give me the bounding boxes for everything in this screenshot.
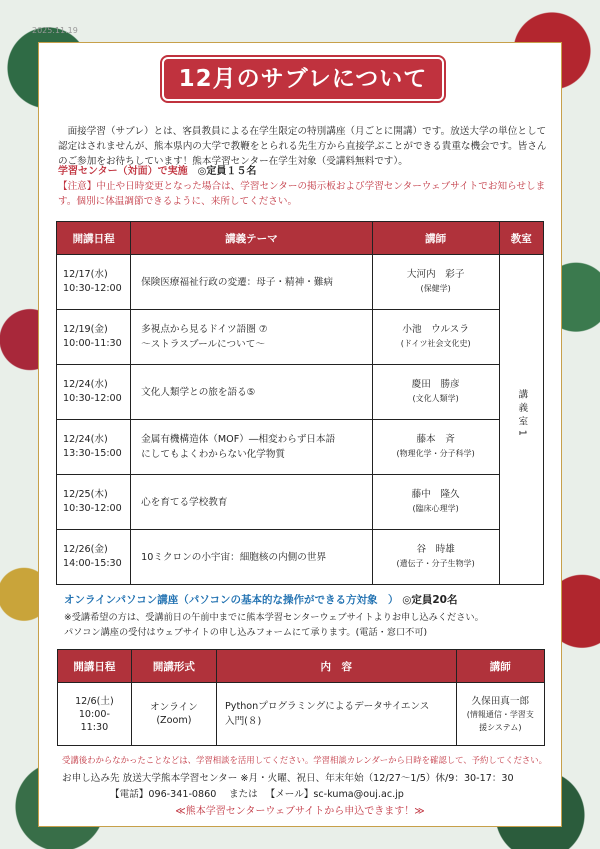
date-stamp: 2025.11.19 bbox=[32, 26, 78, 35]
lecture-theme: 10ミクロンの小宇宙：細胞核の内側の世界 bbox=[131, 530, 373, 585]
table-row bbox=[57, 365, 544, 420]
lecture-teacher: 藤本 斉 (物理化学・分子科学) bbox=[372, 420, 499, 475]
header-theme: 講義テーマ bbox=[131, 222, 373, 255]
table-row bbox=[57, 420, 544, 475]
lecture-theme: 保険医療福祉行政の変遷：母子・精神・難病 bbox=[131, 255, 373, 310]
online-content: Pythonプログラミングによるデータサイエンス 入門(８) bbox=[217, 683, 457, 746]
venue-capacity: ◎定員１５名 bbox=[197, 166, 257, 177]
header-teacher: 講師 bbox=[456, 650, 544, 683]
table-row bbox=[57, 255, 544, 310]
lecture-theme: 金属有機構造体（MOF）―相変わらず日本語 にしてもよくわからない化学物質 bbox=[131, 420, 373, 475]
table-row bbox=[58, 683, 545, 746]
lecture-room: 講義室1 bbox=[499, 255, 543, 585]
venue-line bbox=[58, 162, 256, 177]
website-note: ≪熊本学習センターウェブサイトから申込できます！≫ bbox=[175, 806, 425, 817]
lecture-date: 12/24(水) 10:30-12:00 bbox=[57, 365, 131, 420]
lecture-theme: 心を育てる学校教育 bbox=[131, 475, 373, 530]
lecture-date: 12/17(水) 10:30-12:00 bbox=[57, 255, 131, 310]
header-room: 教室 bbox=[499, 222, 543, 255]
lecture-date: 12/26(金) 14:00-15:30 bbox=[57, 530, 131, 585]
lecture-date: 12/25(木) 10:30-12:00 bbox=[57, 475, 131, 530]
table-row bbox=[57, 310, 544, 365]
lecture-teacher: 谷 時雄 (遺伝子・分子生物学) bbox=[372, 530, 499, 585]
schedule-table bbox=[56, 221, 544, 585]
lecture-teacher: 藤中 隆久 (臨床心理学) bbox=[372, 475, 499, 530]
online-teacher: 久保田真一郎 (情報通信・学習支 援システム) bbox=[456, 683, 544, 746]
online-header-row bbox=[58, 650, 545, 683]
schedule-header-row bbox=[57, 222, 544, 255]
page-title: 12月のサブレについて bbox=[162, 57, 444, 101]
header-content: 内 容 bbox=[217, 650, 457, 683]
apply-info: お申し込み先 放送大学熊本学習センター ※月・火曜、祝日、年末年始（12/27～1/5）休/9：30-17：30 bbox=[62, 773, 514, 784]
lecture-theme: 多視点から見るドイツ語圏 ⑦ ～ストラスブールについて～ bbox=[131, 310, 373, 365]
lecture-date: 12/19(金) 10:00-11:30 bbox=[57, 310, 131, 365]
lecture-theme: 文化人類学との旅を語る⑤ bbox=[131, 365, 373, 420]
online-format: オンライン (Zoom) bbox=[131, 683, 216, 746]
contact-info: 【電話】096-341-0860 または 【メール】sc-kuma@ouj.ac.jp bbox=[110, 789, 404, 800]
header-date: 開講日程 bbox=[57, 222, 131, 255]
notice-text: 【注意】中止や日時変更となった場合は、学習センターの掲示板および学習センターウェブサイトでお知らせします。個別に体温調節できるように、来所してください。 bbox=[58, 181, 546, 207]
table-row bbox=[57, 530, 544, 585]
lecture-teacher: 大河内 彩子 (保健学) bbox=[372, 255, 499, 310]
intro-text: 面接学習（サブレ）とは、客員教員による在学生限定の特別講座（月ごとに開講）です。放送大学の単位として認定はされませんが、熊本県内の大学で教鞭をとられる先生方から直接学ぶことができる貴重な機会です。皆さんのご参加をお待ちしています！熊本学習センター在学生対象（受講料無料です）。 bbox=[58, 126, 547, 167]
online-date: 12/6(土) 10:00- 11:30 bbox=[58, 683, 132, 746]
venue-label: 学習センター（対面）で実施 bbox=[58, 166, 188, 177]
consultation-note: 受講後わからなかったことなどは、学習相談を活用してください。学習相談カレンダーから日時を確認して、予約してください。 bbox=[62, 755, 548, 765]
table-row bbox=[57, 475, 544, 530]
lecture-teacher: 慶田 勝彦 (文化人類学) bbox=[372, 365, 499, 420]
online-capacity: ◎定員20名 bbox=[402, 594, 458, 606]
header-teacher: 講師 bbox=[372, 222, 499, 255]
header-format: 開講形式 bbox=[131, 650, 216, 683]
lecture-teacher: 小池 ウルスラ (ドイツ社会文化史) bbox=[372, 310, 499, 365]
online-course-title: オンラインパソコン講座（パソコンの基本的な操作ができる方対象 ） ◎定員20名 bbox=[64, 594, 458, 606]
online-table bbox=[57, 649, 545, 746]
lecture-date: 12/24(水) 13:30-15:00 bbox=[57, 420, 131, 475]
header-date: 開講日程 bbox=[58, 650, 132, 683]
online-note: ※受講希望の方は、受講前日の午前中までに熊本学習センターウェブサイトよりお申し込みください。 パソコン講座の受付はウェブサイトの申し込みフォームにて承ります。(電話・窓口不可) bbox=[64, 612, 484, 638]
